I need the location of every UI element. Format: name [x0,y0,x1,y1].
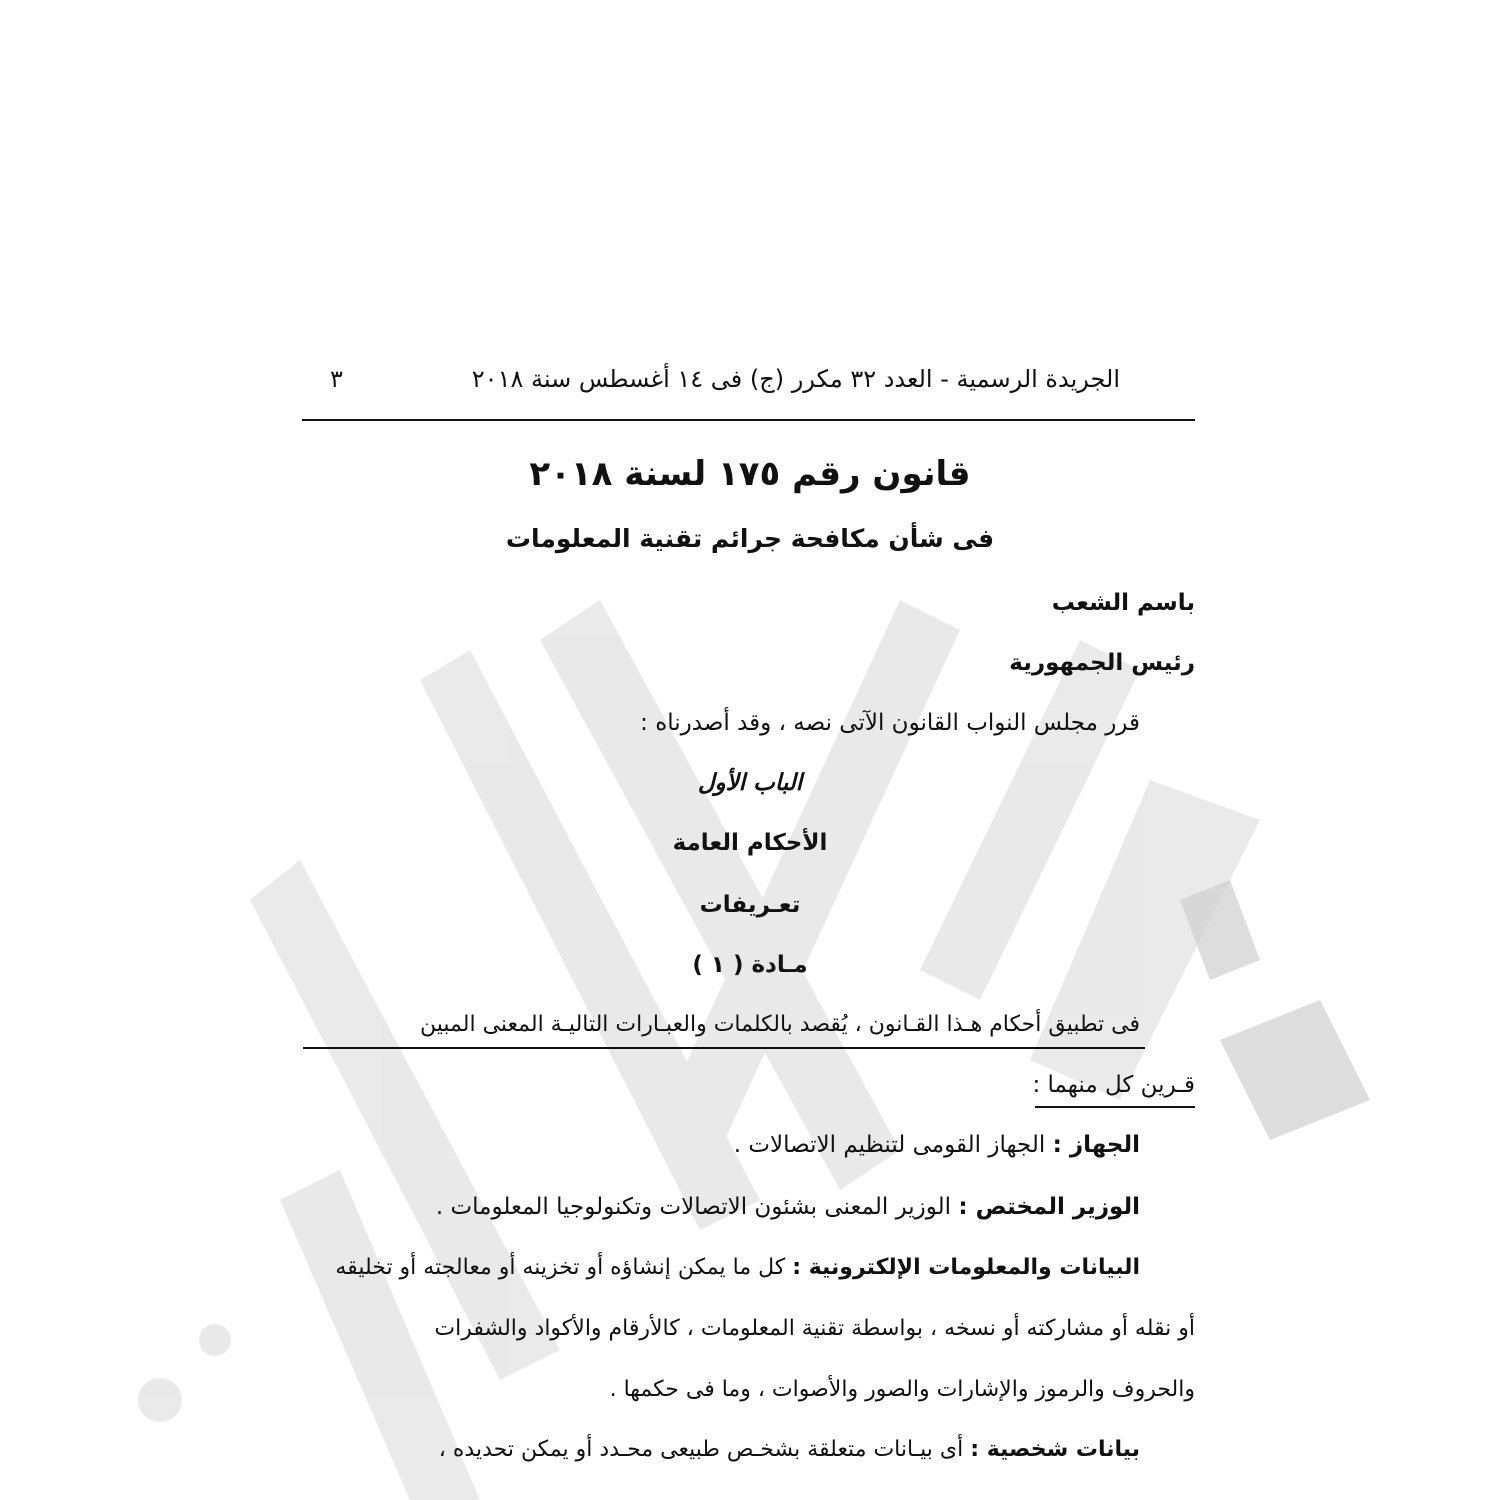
term-definition: أى بيـانات متعلقة بشخـص طبيعى محـدد أو يمكن تحديده ، [438,1437,964,1462]
definitions-heading: تعـريفات [699,892,801,918]
term-definition: كل ما يمكن إنشاؤه أو تخزينه أو معالجته أو تخليقه [335,1255,786,1280]
gazette-line: الجريدة الرسمية - العدد ٣٢ مكرر (ج) فى ١٤ أغسطس سنة ٢٠١٨ [471,365,1120,393]
law-subtitle: فى شأن مكافحة جرائم تقنية المعلومات [505,524,995,553]
general-provisions-heading: الأحكام العامة [672,830,828,856]
in-name-of-people: باسم الشعب [1051,590,1195,616]
intro-line-1: فى تطبيق أحكام هـذا القـانون ، يُقصد بالكلمات والعبـارات التاليـة المعنى المبين [420,1012,1140,1037]
page-number: ٣ [330,365,343,393]
intro-underline [303,1047,1145,1049]
president-heading: رئيس الجمهورية [1009,650,1195,676]
term-personal-data [439,1433,1140,1467]
term-authority [734,1128,1140,1162]
term-continuation: أو نقله أو مشاركته أو نسخه ، بواسطة تقنية المعلومات ، كالأرقام والأكواد والشفرات [434,1316,1195,1341]
article-heading: مـادة ( ١ ) [692,952,808,978]
law-title: قانون رقم ١٧٥ لسنة ٢٠١٨ [529,454,971,494]
term-label: الوزير المختص : [958,1194,1140,1220]
decree-line: قرر مجلس النواب القانون الآتى نصه ، وقد أصدرناه : [640,710,1140,736]
term-electronic-data [335,1251,1140,1285]
term-label: بيانات شخصية : [970,1437,1140,1462]
term-label: البيانات والمعلومات الإلكترونية : [792,1255,1140,1280]
term-minister [436,1190,1140,1224]
term-definition: الجهاز القومى لتنظيم الاتصالات . [733,1132,1046,1158]
gazette-header [300,362,1120,396]
term-definition: الوزير المعنى بشئون الاتصالات وتكنولوجيا المعلومات . [435,1194,952,1220]
term-continuation: والحروف والرموز والإشارات والصور والأصوات ، وما فى حكمها . [609,1377,1195,1402]
header-rule [302,419,1195,421]
part-heading: الباب الأول [697,770,803,796]
term-label: الجهاز : [1052,1132,1140,1158]
intro-line-2: قـرين كل منهما : [1032,1072,1195,1098]
intro-underline-2 [1035,1106,1195,1108]
